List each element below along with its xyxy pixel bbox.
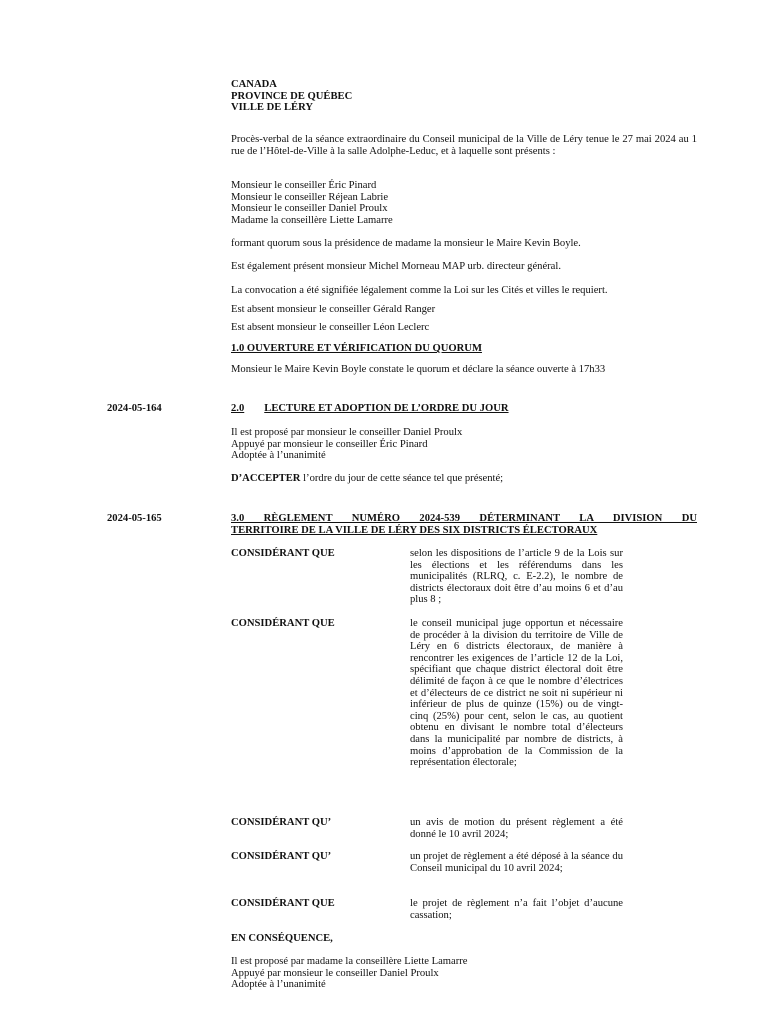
considerant-text: un projet de règlement a été déposé à la séance du Conseil municipal du 10 avril 2024; [410, 851, 623, 874]
considerant-label: CONSIDÉRANT QUE [231, 618, 335, 629]
resolution-rest: l’ordre du jour de cette séance tel que présenté; [300, 473, 504, 484]
present-member: Monsieur le conseiller Daniel Proulx [231, 203, 388, 215]
convocation-line: La convocation a été signifiée légalement comme la Loi sur les Cités et villes le requiert. [231, 285, 608, 296]
section-title-line: 3.0 RÈGLEMENT NUMÉRO 2024-539 DÉTERMINANT LA DIVISION DU [231, 513, 697, 524]
intro-paragraph: Procès-verbal de la séance extraordinaire du Conseil municipal de la Ville de Léry tenue le 27 mai 2024 au 1 rue de l’Hôtel-de-Ville à la salle Adolphe-Leduc, et à laquelle sont présents : [231, 134, 697, 157]
header-province: PROVINCE DE QUÉBEC [231, 90, 353, 102]
considerant-text: le conseil municipal juge opportun et nécessaire de procéder à la division du territoire de Ville de Léry en 6 districts électoraux, de manière à rencontrer les exigences de l’article 12 de la Loi, spécifiant que chaque district électoral doit être délimité de façon à ce que le nombre d’électrices et d’électeurs de ce district ne soit ni supérieur ni inférieur de plus de quinze (15%) ou de vingt-cinq (25%) pour cent, selon le cas, au quotient obtenu en divisant le nombre total d’électeurs dans la municipalité par nombre de districts, à moins d’approbation de la Commission de la représentation électorale; [410, 618, 623, 769]
section-title [231, 513, 697, 536]
section-title-line: TERRITOIRE DE LA VILLE DE LÉRY DES SIX DISTRICTS ÉLECTORAUX [231, 524, 598, 536]
motion-block [231, 427, 697, 462]
section-text: Monsieur le Maire Kevin Boyle constate le quorum et déclare la séance ouverte à 17h33 [231, 364, 606, 375]
resolution-number: 2024-05-164 [107, 403, 162, 414]
considerant-label: CONSIDÉRANT QUE [231, 548, 335, 559]
considerant-text: un avis de motion du présent règlement a été donné le 10 avril 2024; [410, 817, 623, 840]
motion-proposed: Il est proposé par monsieur le conseiller Daniel Proulx [231, 427, 463, 438]
section-title-text: LECTURE ET ADOPTION DE L’ORDRE DU JOUR [264, 403, 509, 414]
resolution-text [231, 473, 697, 485]
resolution-keyword: D’ACCEPTER [231, 473, 301, 484]
considerant-label: CONSIDÉRANT QU’ [231, 851, 332, 862]
document-header [231, 79, 352, 114]
considerant-label: CONSIDÉRANT QU’ [231, 817, 332, 828]
absent-line: Est absent monsieur le conseiller Léon Leclerc [231, 322, 430, 333]
header-city: VILLE DE LÉRY [231, 102, 314, 114]
present-member: Madame la conseillère Liette Lamarre [231, 214, 393, 226]
considerant-label: CONSIDÉRANT QUE [231, 898, 335, 909]
quorum-line: formant quorum sous la présidence de madame la monsieur le Maire Kevin Boyle. [231, 238, 581, 249]
also-present-line: Est également présent monsieur Michel Morneau MAP urb. directeur général. [231, 261, 561, 272]
motion-adopted: Adoptée à l’unanimité [231, 979, 326, 991]
considerant-text: selon les dispositions de l’article 9 de la Lois sur les élections et les référendums dans les municipalités (RLRQ, c. E-2.2), le nombre de districts électoraux doit être d’au moins 6 et d’au plus 8 ; [410, 548, 623, 606]
present-member: Monsieur le conseiller Éric Pinard [231, 180, 377, 191]
absent-line: Est absent monsieur le conseiller Gérald Ranger [231, 304, 436, 315]
motion-seconded: Appuyé par monsieur le conseiller Éric Pinard [231, 438, 428, 450]
motion-adopted: Adoptée à l’unanimité [231, 450, 326, 462]
header-country: CANADA [231, 79, 277, 90]
considerant-text: le projet de règlement n’a fait l’objet d’aucune cassation; [410, 898, 623, 921]
present-member: Monsieur le conseiller Réjean Labrie [231, 191, 389, 203]
present-list [231, 180, 697, 226]
section-number: 2.0 [231, 403, 245, 414]
motion-block [231, 956, 697, 991]
section-title: 1.0 OUVERTURE ET VÉRIFICATION DU QUORUM [231, 343, 482, 354]
motion-proposed: Il est proposé par madame la conseillère Liette Lamarre [231, 956, 468, 967]
motion-seconded: Appuyé par monsieur le conseiller Daniel Proulx [231, 967, 439, 979]
section-title [231, 403, 697, 415]
resolution-number: 2024-05-165 [107, 513, 162, 524]
consequence-heading: EN CONSÉQUENCE, [231, 933, 333, 944]
